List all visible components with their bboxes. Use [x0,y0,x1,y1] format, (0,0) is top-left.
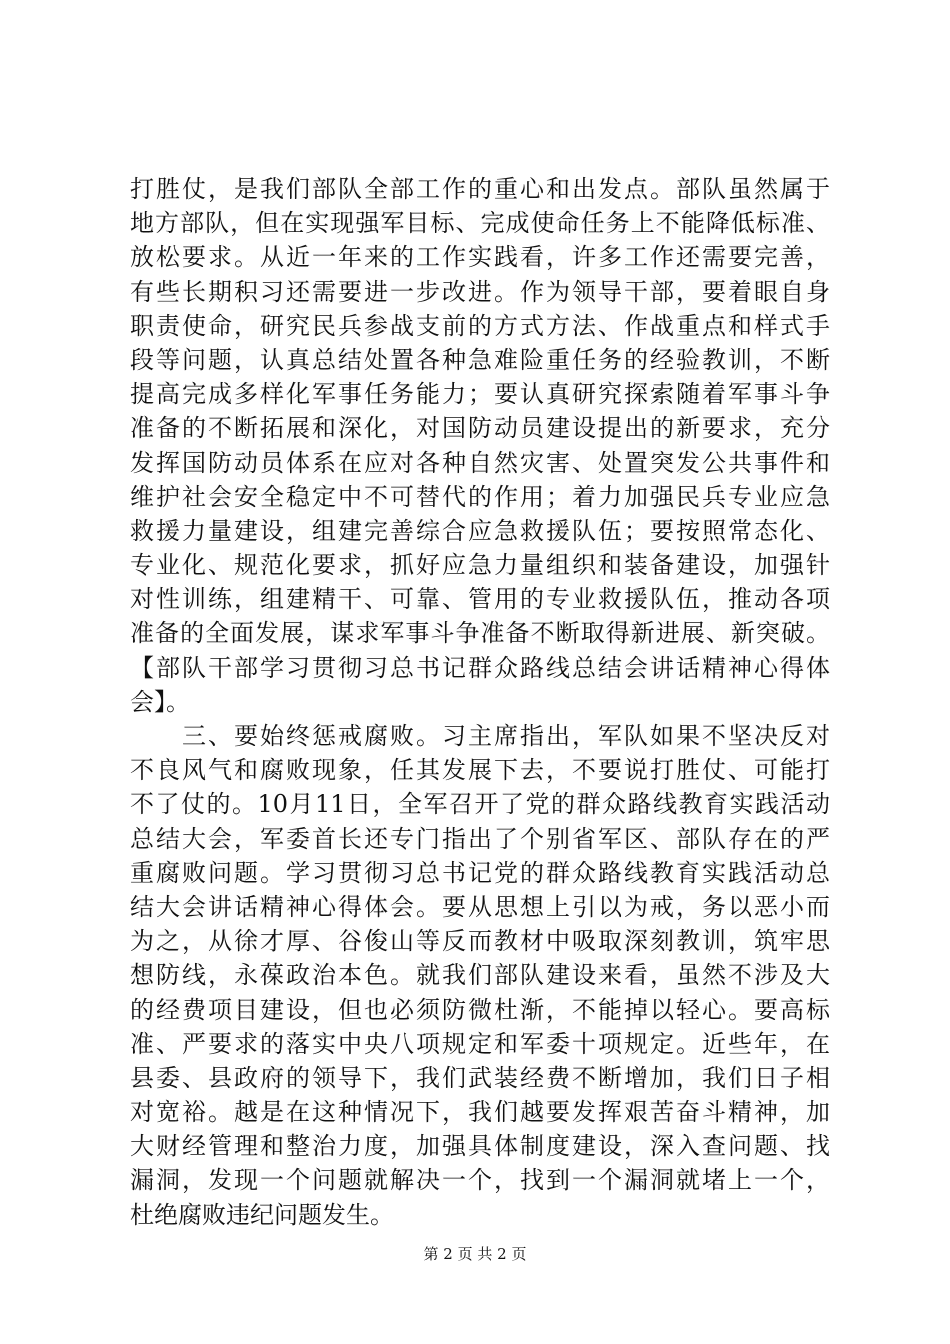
text-line: 准、严要求的落实中央八项规定和军委十项规定。近些年，在 [130,1029,830,1058]
text-line: 会】。 [130,687,190,716]
text-line: 不了仗的。10月11日，全军召开了党的群众路线教育实践活动 [130,790,830,819]
text-line: 【部队干部学习贯彻习总书记群众路线总结会讲话精神心得体 [130,653,830,682]
body-text [130,172,830,1232]
text-line: 职责使命，研究民兵参战支前的方式方法、作战重点和样式手 [130,311,830,340]
page-number: 第 2 页 共 2 页 [423,1245,527,1263]
text-line: 县委、县政府的领导下，我们武装经费不断增加，我们日子相 [130,1063,830,1092]
text-line: 总结大会，军委首长还专门指出了个别省军区、部队存在的严 [130,824,830,853]
text-line: 准备的不断拓展和深化，对国防动员建设提出的新要求，充分 [130,414,830,443]
text-line: 维护社会安全稳定中不可替代的作用；着力加强民兵专业应急 [130,482,830,511]
text-line: 不良风气和腐败现象，任其发展下去，不要说打胜仗、可能打 [130,756,830,785]
text-line: 打胜仗，是我们部队全部工作的重心和出发点。部队虽然属于 [130,175,830,203]
text-line: 发挥国防动员体系在应对各种自然灾害、处置突发公共事件和 [130,448,830,477]
text-line: 三、要始终惩戒腐败。习主席指出，军队如果不坚决反对 [130,722,830,750]
text-line: 对宽裕。越是在这种情况下，我们越要发挥艰苦奋斗精神，加 [130,1098,830,1127]
text-line: 放松要求。从近一年来的工作实践看，许多工作还需要完善， [130,243,830,272]
text-line: 想防线，永葆政治本色。就我们部队建设来看，虽然不涉及大 [130,961,830,990]
text-line: 为之，从徐才厚、谷俊山等反而教材中吸取深刻教训，筑牢思 [130,927,830,956]
text-line: 漏洞，发现一个问题就解决一个，找到一个漏洞就堵上一个， [130,1166,830,1195]
text-line: 专业化、规范化要求，抓好应急力量组织和装备建设，加强针 [130,551,830,580]
text-line: 对性训练，组建精干、可靠、管用的专业救援队伍，推动各项 [130,585,830,614]
text-line: 地方部队，但在实现强军目标、完成使命任务上不能降低标准、 [130,209,830,238]
text-line: 结大会讲话精神心得体会。要从思想上引以为戒，务以恶小而 [130,892,830,921]
page-footer [0,1244,950,1264]
text-line: 重腐败问题。学习贯彻习总书记党的群众路线教育实践活动总 [130,858,830,887]
text-line: 有些长期积习还需要进一步改进。作为领导干部，要着眼自身 [130,277,830,306]
text-line: 的经费项目建设，但也必须防微杜渐，不能掉以轻心。要高标 [130,995,830,1024]
text-line: 段等问题，认真总结处置各种急难险重任务的经验教训，不断 [130,345,830,374]
text-line: 大财经管理和整治力度，加强具体制度建设，深入查问题、找 [130,1132,830,1161]
text-line: 准备的全面发展，谋求军事斗争准备不断取得新进展、新突破。 [130,619,830,648]
text-line: 救援力量建设，组建完善综合应急救援队伍；要按照常态化、 [130,516,830,545]
text-line: 提高完成多样化军事任务能力；要认真研究探索随着军事斗争 [130,380,830,409]
text-line: 杜绝腐败违纪问题发生。 [130,1200,394,1229]
